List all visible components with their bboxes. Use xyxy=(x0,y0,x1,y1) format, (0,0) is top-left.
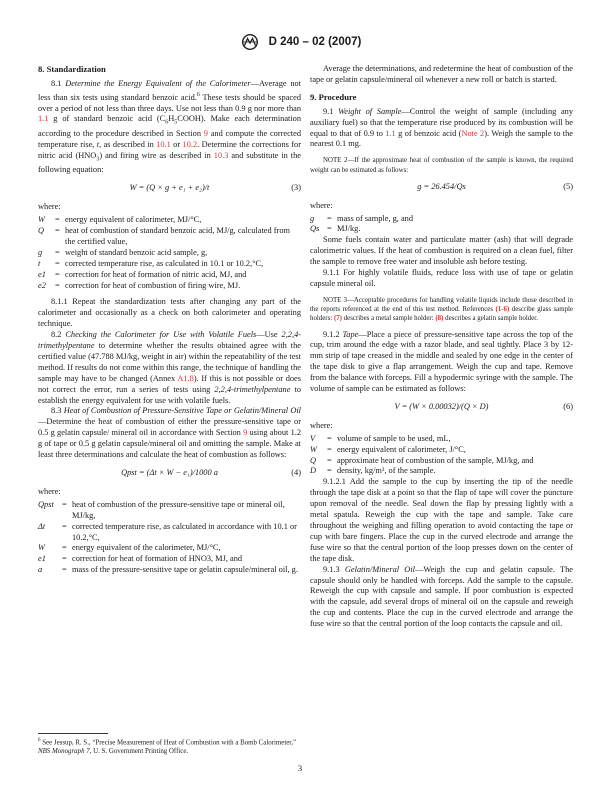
footnote-divider xyxy=(38,733,108,734)
paragraph-8-1: 8.1 Determine the Energy Equivalent of the Calorimeter—Average not less than six tests using standard benzoic acid.$^6$ These tests should be spaced over a period of not less than three days. Use not less than 0.9 g nor more than 1.1 g of standard benzoic acid $(C_6H_5COOH)$. Make each determination according to the procedure described in Section 9 and compute the corrected temperature rise, t, as described in 10.1 or 10.2. Determine the corrections for nitric acid $(HNO_3)$ and firing wire as described in 10.3 and substitute in the following equation: xyxy=(38,78,302,175)
where-label: where: xyxy=(38,486,61,496)
link-10-1[interactable]: 10.1 xyxy=(156,139,171,149)
section-9-heading: 9. Procedure xyxy=(310,91,357,102)
right-column xyxy=(310,64,573,630)
page-number: 3 xyxy=(297,763,303,773)
paragraph-8-3: 8.3 Heat of Combustion of Pressure-Sensitive Tape or Gelatin/Mineral Oil—Determine the heat of combustion of either the pressure-sensitive tape or 0.5 g gelatin capsule/ mineral oil in accordance with Section 9 using about 1.2 g of tape or 0.5 g gelatin capsule/mineral oil and omitting the sample. Make at least three determinations and calculate the heat of combustion as follows: xyxy=(38,406,301,460)
definition-row: W = energy equivalent of the calorimeter, MJ/°C, xyxy=(38,543,221,553)
definition-row: Qs = MJ/kg. xyxy=(310,224,361,234)
note-3: NOTE 3—Acceptable procedures for handling volatile liquids include those described in the reports referenced at the end of this test method. References (1-6) describe glass sample holders: (7) describes a metal sample holder: (8) describes a gelatin sample holder. xyxy=(310,296,573,323)
link-note-2[interactable]: Note 2 xyxy=(461,128,485,138)
paragraph-8-3-continued: Average the determinations, and redetermine the heat of combustion of the tape or gelatin capsule/mineral oil whenever a new roll or batch is started. xyxy=(310,64,573,84)
definition-row: W = energy equivalent of calorimeter, J/°C, xyxy=(310,444,466,454)
definition-row: Q = approximate heat of combustion of the sample, MJ/kg, and xyxy=(310,455,534,465)
definition-row: g = mass of sample, g, and xyxy=(310,213,414,223)
paragraph-9-1-3: 9.1.3 Gelatin/Mineral Oil—Weigh the cup and gelatin capsule. The capsule should only be handled with forceps. Add the sample to the capsule. Reweigh the cup with capsule and sample. If poor combustion is expected with the capsule, add several drops of mineral oil on the capsule and reweigh the cup and contents. Place the cup in the curved electrode and arrange the fuse wire so that the central portion of the loop contacts the capsule and oil. xyxy=(310,564,573,629)
definition-row: g = weight of standard benzoic acid sample, g, xyxy=(38,247,208,257)
paragraph-8-2: 8.2 Checking the Calorimeter for Use with Volatile Fuels—Use 2,2,4-trimethylpentane to determine whether the results obtained agree with the certified value (47.788 MJ/kg, weight in air) within the repeatability of the test method. If results do not come within this range, the technique of handling the sample may have to be changed (Annex A1.8). If this is not possible or does not correct the error, run a series of tests using 2,2,4-trimethylpentane to establish the energy equivalent for use with volatile fuels. xyxy=(38,330,302,405)
definition-row: Δt = corrected temperature rise, as calculated in accordance with 10.1 or 10.2,°C, xyxy=(38,521,297,542)
standard-designation: D 240 – 02 (2007) xyxy=(268,36,362,49)
link-refs-1-6[interactable]: (1-6) xyxy=(495,306,510,314)
link-10-3[interactable]: 10.3 xyxy=(213,150,229,160)
page-header xyxy=(0,33,600,51)
definition-row: Q = heat of combustion of standard benzoic acid, MJ/g, calculated from the certified value, xyxy=(38,225,290,246)
left-column xyxy=(38,64,301,576)
definition-row: Qpst = heat of combustion of the pressure-sensitive tape or mineral oil, MJ/kg, xyxy=(38,499,285,520)
link-annex-a1-8[interactable]: A1.8 xyxy=(177,373,194,383)
link-section-9[interactable]: 9 xyxy=(203,128,208,138)
astm-logo-icon xyxy=(239,34,261,50)
equation-6: V = (W × 0.00032)/(Q × D) (6) xyxy=(394,401,573,411)
where-label: where: xyxy=(310,200,333,210)
definition-row: D = density, kg/m³, of the sample. xyxy=(310,466,436,476)
link-1-1[interactable]: 1.1 xyxy=(38,114,49,124)
paragraph-ash: Some fuels contain water and particulate matter (ash) that will degrade calorimetric values. If the heat of combustion is required on a clean fuel, filter the sample to remove free water and insoluble ash before testing. xyxy=(310,235,573,267)
variable-definitions-eq3 xyxy=(38,215,301,291)
variable-definitions-eq6 xyxy=(310,434,573,478)
footnote: $^6$ See Jessup, R. S., “Precise Measurement of Heat of Combustion with a Bomb Calorimeter,” NBS Monograph 7, U. S. Government Printing Office. xyxy=(38,733,301,757)
definition-row: W = energy equivalent of calorimeter, MJ/°C, xyxy=(38,215,202,225)
link-section-9[interactable]: 9 xyxy=(243,428,248,438)
paragraph-9-1: 9.1 Weight of Sample—Control the weight of sample (including any auxiliary fuel) so that the temperature rise produced by its combustion will be equal to that of 0.9 to 1.1 g of benzoic acid (Note 2). Weigh the sample to the nearest 0.1 mg. xyxy=(310,106,573,149)
definition-row: e1 = correction for heat of formation of nitric acid, MJ, and xyxy=(38,269,247,279)
equation-3: W = (Q × g + e₁ + e₂)/t (3) xyxy=(129,183,301,193)
variable-definitions-eq5 xyxy=(310,214,573,236)
note-2: NOTE 2—If the approximate heat of combustion of the sample is known, the required weight can be estimated as follows: xyxy=(310,157,573,174)
definition-row: e2 = correction for heat of combustion of firing wire, MJ. xyxy=(38,280,241,290)
link-1-1[interactable]: 1.1 xyxy=(385,128,396,138)
paragraph-9-1-1: 9.1.1 For highly volatile fluids, reduce loss with use of tape or gelatin capsule mineral oil. xyxy=(310,268,573,288)
footnote-ref-6: 6 xyxy=(196,91,200,98)
paragraph-9-1-2: 9.1.2 Tape—Place a piece of pressure-sensitive tape across the top of the cup, trim around the edge with a razor blade, and seal tightly. Place 3 by 12-mm strip of tape creased in the middle and sealed by one edge in the center of the tape disk to give a flap arrangement. Weigh the cup and tape. Remove from the balance with forceps. Fill a hypodermic syringe with the sample. The volume of sample can be estimated as follows: xyxy=(310,329,573,394)
link-10-2[interactable]: 10.2 xyxy=(182,139,198,149)
where-label: where: xyxy=(38,202,61,212)
definition-row: V = volume of sample to be used, mL, xyxy=(310,433,451,443)
section-8-heading: 8. Standardization xyxy=(38,64,106,74)
link-ref-7[interactable]: (7) xyxy=(333,315,342,323)
equation-5: g = 26.454/Qs (5) xyxy=(417,181,573,191)
definition-row: e1 = correction for heat of formation of HNO3, MJ, and xyxy=(38,554,243,564)
link-ref-8[interactable]: (8) xyxy=(435,315,444,323)
equation-4: Qpst = (Δt × W − e₁)/1000 a (4) xyxy=(121,468,301,477)
variable-definitions-eq4 xyxy=(38,500,301,576)
paragraph-9-1-2-1: 9.1.2.1 Add the sample to the cup by inserting the tip of the needle through the tape disk at a point so that the flap of tape will cover the puncture upon removal of the needle. Seal down the flap by pressing lightly with a metal spatula. Reweigh the cup with the tape and sample. Take care throughout the weighing and filling operation to avoid contacting the tape or cup with bare fingers. Place the cup in the curved electrode and arrange the fuse wire so that the central portion of the loop presses down on the center of the tape disk. xyxy=(310,477,573,563)
definition-row: a = mass of the pressure-sensitive tape or gelatin capsule/mineral oil, g. xyxy=(38,565,298,575)
paragraph-8-1-1: 8.1.1 Repeat the standardization tests after changing any part of the calorimeter and occasionally as a check on both calorimeter and operating technique. xyxy=(38,297,301,329)
definition-row: t = corrected temperature rise, as calculated in 10.1 or 10.2,°C, xyxy=(38,258,264,268)
where-label: where: xyxy=(310,420,333,430)
